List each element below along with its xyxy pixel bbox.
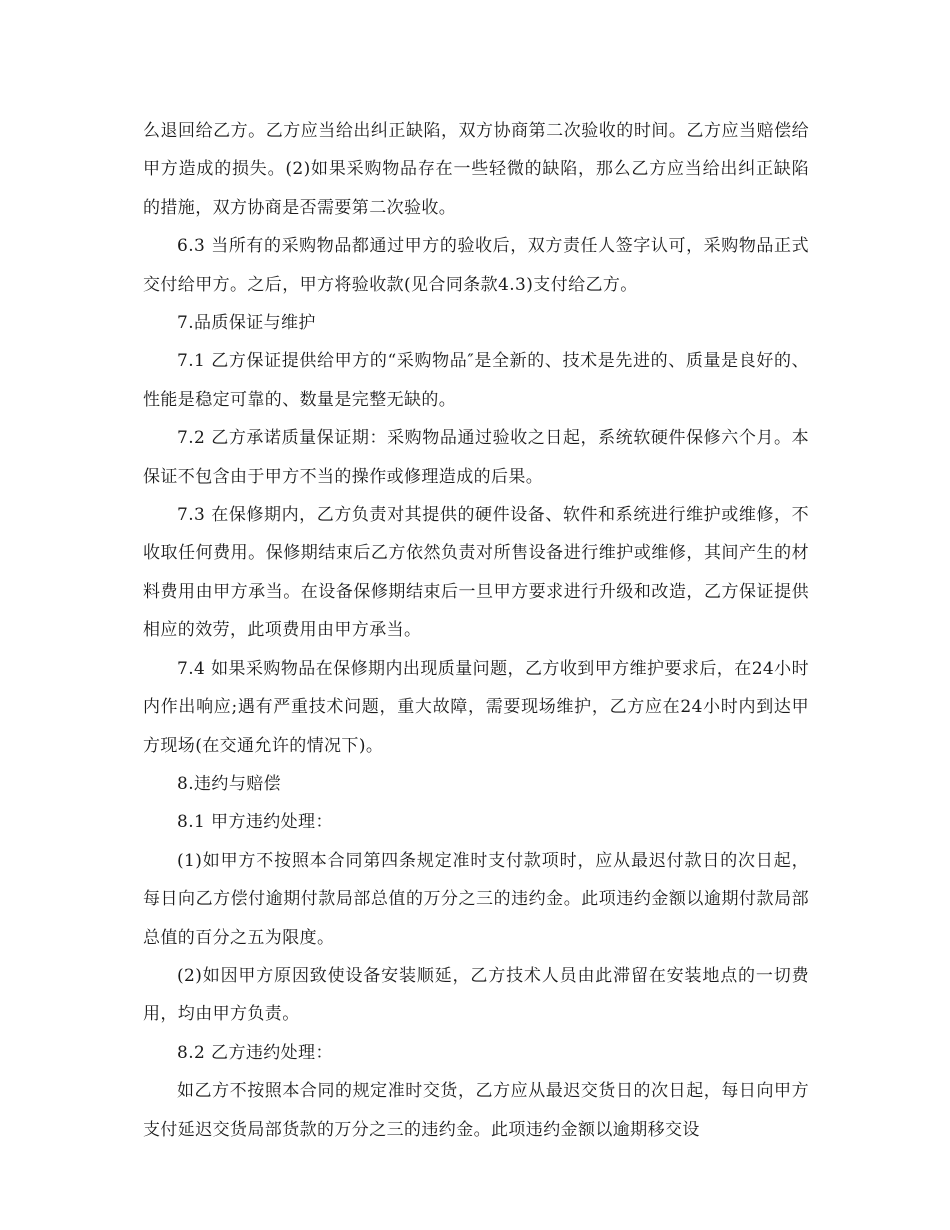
paragraph-6-3: 6.3 当所有的采购物品都通过甲方的验收后，双方责任人签字认可，采购物品正式交付给甲方。之后，甲方将验收款(见合同条款4.3)支付给乙方。 <box>143 236 809 295</box>
document-body <box>143 112 809 1149</box>
paragraph-7-4: 7.4 如果采购物品在保修期内出现质量问题，乙方收到甲方维护要求后，在24小时内作出响应;遇有严重技术问题，重大故障，需要现场维护，乙方应在24小时内到达甲方现场(在交通允许的情况下)。 <box>143 658 809 756</box>
paragraph-8-2: 8.2 乙方违约处理： <box>177 1042 333 1063</box>
paragraph-8-2-body: 如乙方不按照本合同的规定准时交货，乙方应从最迟交货日的次日起，每日向甲方支付延迟交货局部货款的万分之三的违约金。此项违约金额以逾期移交设 <box>143 1081 809 1140</box>
paragraph-7-3: 7.3 在保修期内，乙方负责对其提供的硬件设备、软件和系统进行维护或维修，不收取任何费用。保修期结束后乙方依然负责对所售设备进行维护或维修，其间产生的材料费用由甲方承当。在设备保修期结束后一旦甲方要求进行升级和改造，乙方保证提供相应的效劳，此项费用由甲方承当。 <box>143 505 809 641</box>
section-heading-7: 7.品质保证与维护 <box>177 313 316 334</box>
paragraph-8-1-item-1: (1)如甲方不按照本合同第四条规定准时支付款项时，应从最迟付款日的次日起，每日向乙方偿付逾期付款局部总值的万分之三的违约金。此项违约金额以逾期付款局部总值的百分之五为限度。 <box>143 850 809 948</box>
section-heading-8: 8.违约与赔偿 <box>177 773 282 794</box>
paragraph-7-1: 7.1 乙方保证提供给甲方的“采购物品″是全新的、技术是先进的、质量是良好的、性能是稳定可靠的、数量是完整无缺的。 <box>143 351 809 410</box>
paragraph-7-2: 7.2 乙方承诺质量保证期：采购物品通过验收之日起，系统软硬件保修六个月。本保证不包含由于甲方不当的操作或修理造成的后果。 <box>143 428 809 487</box>
paragraph-8-1-item-2: (2)如因甲方原因致使设备安装顺延，乙方技术人员由此滞留在安装地点的一切费用，均由甲方负责。 <box>143 965 809 1025</box>
paragraph-8-1: 8.1 甲方违约处理： <box>177 812 333 833</box>
paragraph-continuation: 么退回给乙方。乙方应当给出纠正缺陷，双方协商第二次验收的时间。乙方应当赔偿给甲方造成的损失。(2)如果采购物品存在一些轻微的缺陷，那么乙方应当给出纠正缺陷的措施，双方协商是否需要第二次验收。 <box>143 121 809 218</box>
